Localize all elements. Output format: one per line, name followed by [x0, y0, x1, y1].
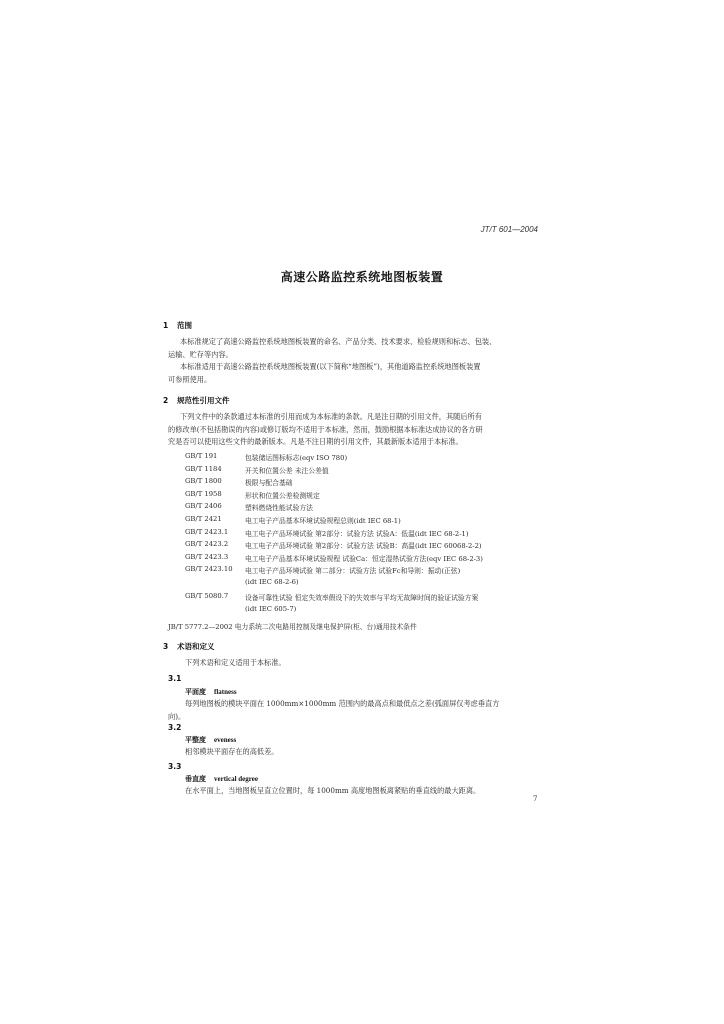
- reference-name-cont: (idt IEC 605-7): [245, 604, 297, 613]
- section-3-intro: [168, 657, 548, 670]
- reference-code: GB/T 2421: [185, 515, 222, 523]
- section-2-heading: [163, 395, 230, 406]
- term-3-3-heading: [185, 774, 258, 784]
- reference-code: GB/T 5080.7: [185, 592, 229, 600]
- reference-name: 电工电子产品环境试验 第2部分：试验方法 试验B：高温(idt IEC 60068-2-2): [245, 542, 482, 551]
- reference-name: 包装储运图标标志(eqv ISO 780): [245, 454, 348, 462]
- section-1-heading: [163, 320, 192, 331]
- s3-intro: 下列术语和定义适用于本标准。: [185, 658, 286, 667]
- section-2-intro: [168, 411, 548, 449]
- reference-name: 电工电子产品环境试验 第2部分：试验方法 试验A：低温(idt IEC 68-2-1): [245, 529, 469, 538]
- section-1-title: 范围: [177, 321, 192, 330]
- section-1-number: 1: [163, 321, 169, 330]
- term-3-2-number: 3.2: [168, 723, 182, 732]
- reference-name: 形状和位置公差检测规定: [245, 491, 320, 500]
- standard-code: JT/T 601—2004: [480, 225, 538, 234]
- reference-code: GB/T 2423.1: [185, 527, 229, 536]
- def-line: 在水平面上，当地图板呈直立位置时，每 1000mm 高度地图板离紧贴的垂直线的最大距离。: [185, 786, 481, 795]
- section-2-title: 规范性引用文件: [177, 396, 230, 405]
- reference-code: GB/T 1958: [185, 489, 222, 498]
- section-1-body: [168, 336, 548, 386]
- term-en: flatness: [214, 688, 237, 696]
- reference-code: GB/T 2423.10: [185, 565, 233, 574]
- term-en: eveness: [214, 736, 237, 744]
- reference-name: 电工电子产品基本环境试验规程 试验Ca：恒定湿热试验方法(eqv IEC 68-2-3): [245, 554, 483, 563]
- term-zh: 平面度: [185, 687, 206, 696]
- term-3-2-heading: [185, 735, 236, 745]
- s2-intro-line1: 下列文件中的条款通过本标准的引用而成为本标准的条款。凡是注日期的引用文件，其随后所有: [180, 412, 482, 421]
- section-3-heading: [163, 641, 215, 652]
- reference-name: 塑料燃烧性能试验方法: [245, 504, 313, 513]
- section-3-title: 术语和定义: [177, 642, 215, 651]
- term-zh: 垂直度: [185, 774, 206, 783]
- term-3-1-definition: [168, 698, 548, 723]
- reference-name-cont: (idt IEC 68-2-6): [245, 578, 299, 586]
- s2-intro-line2: 的修改单(不包括勘误的内容)或修订版均不适用于本标准，然而，鼓励根据本标准达成协议的各方研: [168, 424, 483, 434]
- reference-code: GB/T 2423.2: [185, 540, 229, 549]
- reference-name: 开关和位置公差 未注公差值: [245, 466, 329, 475]
- def-line: 向)。: [168, 711, 186, 721]
- reference-code: GB/T 1800: [185, 477, 222, 486]
- document-title: 高速公路监控系统地图板装置: [280, 270, 444, 284]
- term-3-1-heading: [185, 687, 237, 697]
- reference-code: GB/T 191: [185, 452, 218, 460]
- term-3-3-definition: [168, 785, 548, 798]
- term-en: vertical degree: [214, 775, 258, 783]
- def-line: 每列地图板的模块平面在 1000mm×1000mm 范围内的最高点和最低点之差(弧面屏仅考虑垂直方: [185, 699, 500, 708]
- reference-name: 设备可靠性试验 恒定失效率假设下的失效率与平均无故障时间的验证试验方案: [245, 594, 479, 602]
- page-number: 7: [533, 795, 538, 803]
- s1-para1-line1: 本标准规定了高速公路监控系统地图板装置的命名、产品分类、技术要求、检验规则和标志、包装、: [180, 337, 497, 346]
- s2-intro-line3: 究是否可以使用这些文件的最新版本。凡是不注日期的引用文件，其最新版本适用于本标准。: [168, 437, 463, 446]
- reference-code: GB/T 2423.3: [185, 552, 229, 561]
- section-3-number: 3: [163, 642, 169, 651]
- def-line: 相邻模块平面存在的高低差。: [185, 747, 279, 756]
- jb-reference: JB/T 5777.2—2002 电力系统二次电路用控制及继电保护屏(柜、台)通用技术条件: [168, 623, 417, 631]
- reference-code: GB/T 2406: [185, 502, 222, 511]
- reference-name: 电工电子产品基本环境试验规程总则(idt IEC 68-1): [245, 517, 401, 525]
- s1-para2-line2: 可参照使用。: [168, 374, 212, 384]
- s1-para1-line2: 运输、贮存等内容。: [168, 349, 233, 359]
- reference-name: 极限与配合基础: [245, 479, 293, 488]
- term-3-1-number: 3.1: [168, 674, 182, 683]
- reference-name: 电工电子产品环境试验 第二部分：试验方法 试验Fc和导则：振动(正弦): [245, 567, 461, 576]
- section-2-number: 2: [163, 396, 169, 405]
- term-zh: 平整度: [185, 735, 206, 744]
- reference-code: GB/T 1184: [185, 464, 222, 473]
- s1-para2-line1: 本标准适用于高速公路监控系统地图板装置(以下简称“地图板”)，其他道路监控系统地图板装置: [180, 362, 481, 371]
- term-3-2-definition: [168, 746, 548, 759]
- term-3-3-number: 3.3: [168, 762, 182, 771]
